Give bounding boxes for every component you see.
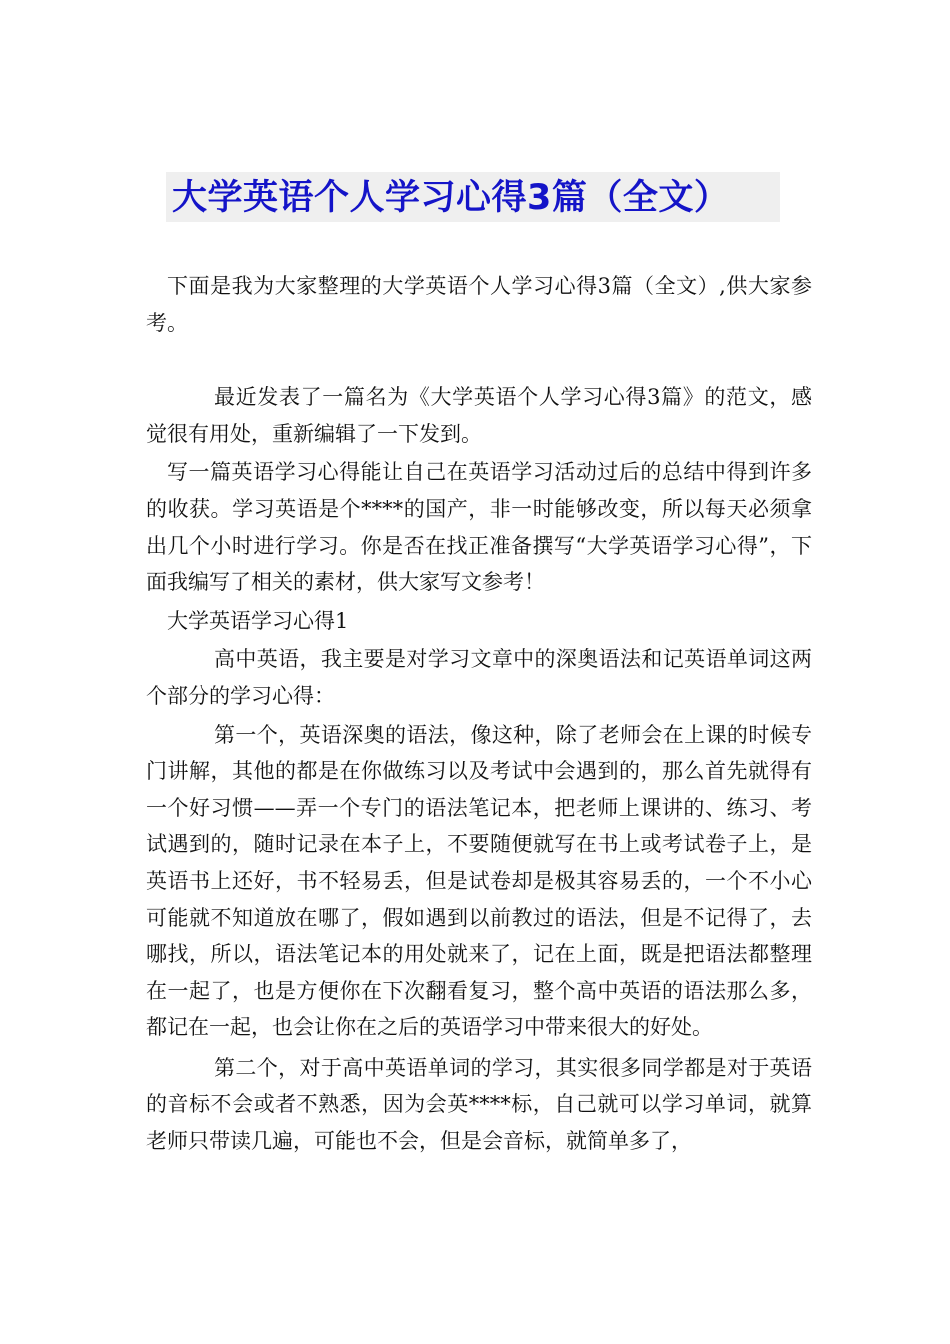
- paragraph-writing: 写一篇英语学习心得能让自己在英语学习活动过后的总结中得到许多的收获。学习英语是个****的国产，非一时能够改变，所以每天必须拿出几个小时进行学习。你是否在找正准备撰写“大学英语学习心得”，下面我编写了相关的素材，供大家写文参考！: [146, 460, 812, 595]
- paragraph-high-school: 高中英语，我主要是对学习文章中的深奥语法和记英语单词这两个部分的学习心得：: [146, 647, 812, 708]
- intro-paragraph: 下面是我为大家整理的大学英语个人学习心得3篇（全文）,供大家参考。: [146, 274, 812, 335]
- section-heading: 大学英语学习心得1: [167, 608, 349, 633]
- paragraph-second: 第二个，对于高中英语单词的学习，其实很多同学都是对于英语的音标不会或者不熟悉，因为会英****标，自己就可以学习单词，就算老师只带读几遍，可能也不会，但是会音标，就简单多了，: [146, 1055, 812, 1154]
- paragraph-recent: 最近发表了一篇名为《大学英语个人学习心得3篇》的范文，感觉很有用处，重新编辑了一下发到。: [146, 385, 812, 446]
- document-body: [146, 268, 812, 1160]
- document-title: 大学英语个人学习心得3篇（全文）: [172, 178, 730, 218]
- paragraph-first: 第一个，英语深奥的语法，像这种，除了老师会在上课的时候专门讲解，其他的都是在你做练习以及考试中会遇到的，那么首先就得有一个好习惯——弄一个专门的语法笔记本，把老师上课讲的、练习、考试遇到的，随时记录在本子上，不要随便就写在书上或考试卷子上，是英语书上还好，书不轻易丢，但是试卷却是极其容易丢的，一个不小心可能就不知道放在哪了，假如遇到以前教过的语法，但是不记得了，去哪找，所以，语法笔记本的用处就来了，记在上面，既是把语法都整理在一起了，也是方便你在下次翻看复习，整个高中英语的语法那么多，都记在一起，也会让你在之后的英语学习中带来很大的好处。: [146, 722, 812, 1040]
